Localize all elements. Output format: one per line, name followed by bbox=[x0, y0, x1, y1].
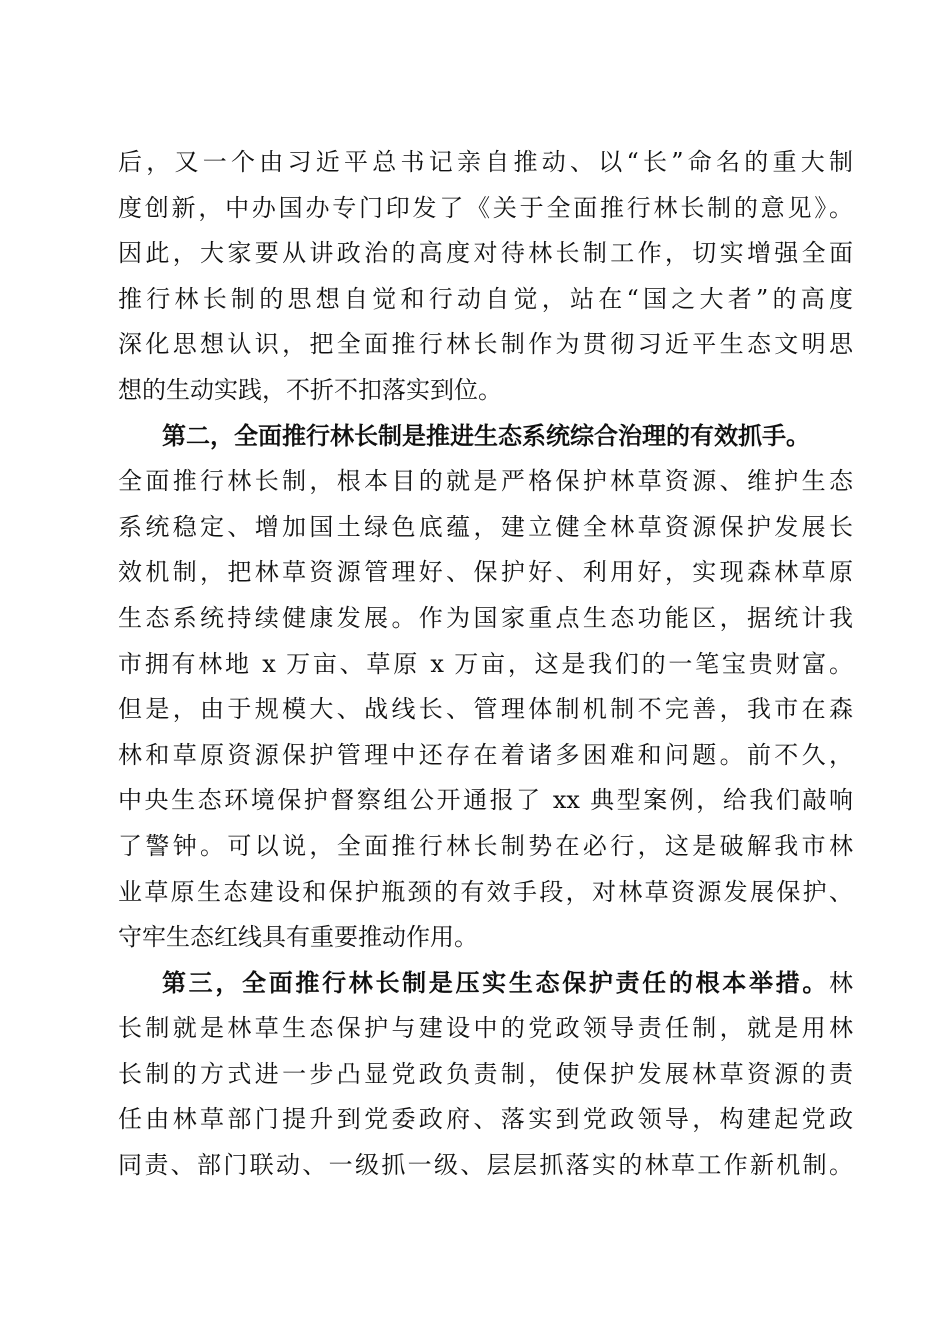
text-line: 因此，大家要从讲政治的高度对待林长制工作，切实增强全面 bbox=[118, 239, 853, 268]
text-line: 同责、部门联动、一级抓一级、层层抓落实的林草工作新机制。 bbox=[118, 1151, 853, 1180]
text-line: 市拥有林地 x 万亩、草原 x 万亩，这是我们的一笔宝贵财富。 bbox=[118, 649, 853, 678]
paragraph-3-heading: 第三，全面推行林长制是压实生态保护责任的根本举措。 bbox=[162, 968, 829, 997]
text-line: 业草原生态建设和保护瓶颈的有效手段，对林草资源发展保护、 bbox=[118, 877, 853, 906]
text-line: 但是，由于规模大、战线长、管理体制机制不完善，我市在森 bbox=[118, 695, 853, 724]
text-line: 中央生态环境保护督察组公开通报了 xx 典型案例，给我们敲响 bbox=[118, 786, 853, 815]
text-line: 深化思想认识，把全面推行林长制作为贯彻习近平生态文明思 bbox=[118, 330, 853, 359]
paragraph-3-heading-tail: 林 bbox=[829, 968, 853, 997]
paragraph-2 bbox=[118, 414, 853, 961]
paragraph-3 bbox=[118, 961, 853, 1189]
text-line: 林和草原资源保护管理中还存在着诸多困难和问题。前不久， bbox=[118, 740, 853, 769]
text-line: 度创新，中办国办专门印发了《关于全面推行林长制的意见》。 bbox=[118, 193, 853, 222]
text-line: 守牢生态红线具有重要推动作用。 bbox=[118, 923, 478, 952]
text-line: 后，又一个由习近平总书记亲自推动、以“长”命名的重大制 bbox=[118, 148, 853, 176]
paragraph-heading-line bbox=[118, 414, 853, 460]
text-line: 长制就是林草生态保护与建设中的党政领导责任制，就是用林 bbox=[118, 1014, 853, 1043]
text-line: 任由林草部门提升到党委政府、落实到党政领导，构建起党政 bbox=[118, 1105, 853, 1134]
paragraph-heading-line bbox=[118, 961, 853, 1007]
text-line: 想的生动实践，不折不扣落实到位。 bbox=[118, 375, 502, 404]
text-line: 了警钟。可以说，全面推行林长制势在必行，这是破解我市林 bbox=[118, 831, 853, 860]
paragraph-2-heading: 第二，全面推行林长制是推进生态系统综合治理的有效抓手。 bbox=[162, 421, 810, 450]
text-line: 推行林长制的思想自觉和行动自觉，站在“国之大者”的高度 bbox=[118, 284, 853, 313]
document-body bbox=[118, 140, 853, 1189]
text-line: 系统稳定、增加国土绿色底蕴，建立健全林草资源保护发展长 bbox=[118, 512, 853, 541]
text-line: 效机制，把林草资源管理好、保护好、利用好，实现森林草原 bbox=[118, 558, 853, 587]
text-line: 生态系统持续健康发展。作为国家重点生态功能区，据统计我 bbox=[118, 603, 853, 632]
text-line: 全面推行林长制，根本目的就是严格保护林草资源、维护生态 bbox=[118, 467, 853, 496]
paragraph-1 bbox=[118, 140, 853, 414]
text-line: 长制的方式进一步凸显党政负责制，使保护发展林草资源的责 bbox=[118, 1059, 853, 1088]
